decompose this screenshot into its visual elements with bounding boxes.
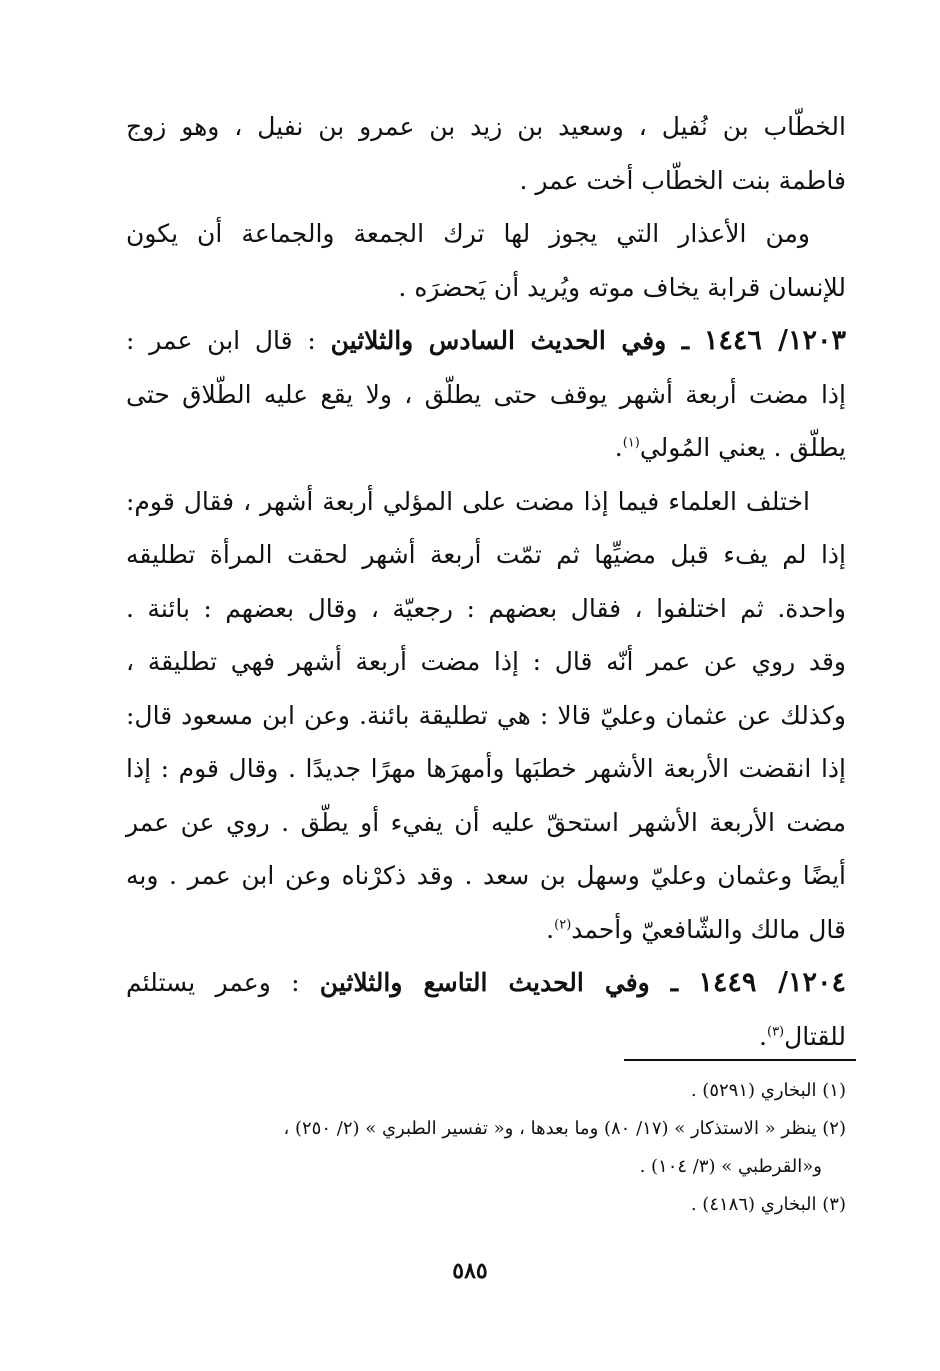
text-line (126, 421, 846, 475)
footnote-3: (٣) البخاري (٤١٨٦) . (690, 1194, 846, 1215)
text-line: ومن الأعذار التي يجوز لها ترك الجمعة والجماعة أن يكون (126, 219, 810, 248)
main-text (126, 100, 846, 1063)
text-fragment: . (759, 1021, 767, 1051)
text-line: الخطّاب بن نُفيل ، وسعيد بن زيد بن عمرو بن نفيل ، وهو زوج (126, 112, 846, 141)
footnotes (126, 1072, 846, 1224)
hadith-1203 (126, 314, 846, 475)
text-fragment: : وعمر يستلئم (126, 968, 300, 997)
paragraph-2 (126, 207, 846, 314)
text-fragment: للقتال (784, 1021, 846, 1051)
text-line: للإنسان قرابة يخاف موته ويُريد أن يَحضرَه . (398, 272, 846, 302)
hadith-heading-line (126, 314, 846, 368)
text-line (126, 903, 846, 957)
footnote-ref: (٣) (766, 1024, 785, 1040)
text-line (126, 1010, 846, 1064)
text-line: وقد روي عن عمر أنّه قال : إذا مضت أربعة أشهر فهي تطليقة ، (126, 647, 846, 676)
text-line: فاطمة بنت الخطّاب أخت عمر . (519, 165, 846, 195)
text-line: واحدة. ثم اختلفوا ، فقال بعضهم : رجعيّة ، وقال بعضهم : بائنة . (126, 593, 846, 623)
text-fragment: : قال ابن عمر : (126, 326, 316, 355)
footnote-1: (١) البخاري (٥٢٩١) . (690, 1080, 846, 1101)
hadith-title: ـ وفي الحديث التاسع والثلاثين (319, 968, 679, 997)
text-line: اختلف العلماء فيما إذا مضت على المؤلي أربعة أشهر ، فقال قوم: (126, 486, 810, 516)
text-line: إذا انقضت الأربعة الأشهر خطبَها وأمهرَها مهرًا جديدًا . وقال قوم : إذا (126, 754, 846, 783)
text-line: وكذلك عن عثمان وعليّ قالا : هي تطليقة بائنة. وعن ابن مسعود قال: (126, 700, 846, 730)
hadith-1204 (126, 956, 846, 1063)
footnote-ref: (١) (622, 435, 640, 451)
footnote-separator (624, 1059, 856, 1061)
hadith-number: ١٢٠٣/ ١٤٤٦ (703, 325, 847, 356)
hadith-number: ١٢٠٤/ ١٤٤٩ (698, 967, 847, 998)
footnote-2: (٢) ينظر « الاستذكار » (١٧/ ٨٠) وما بعدها ، و« تفسير الطبري » (٢/ ٢٥٠) ، (283, 1118, 846, 1139)
text-line: أيضًا وعثمان وعليّ وسهل بن سعد . وقد ذكرْناه وعن ابن عمر . وبه (126, 861, 846, 890)
hadith-title: ـ وفي الحديث السادس والثلاثين (330, 326, 690, 355)
text-line: مضت الأربعة الأشهر استحقّ عليه أن يفيء أو يطّق . روي عن عمر (126, 807, 846, 837)
text-fragment: يطلّق . يعني المُولي (639, 433, 846, 462)
paragraph-4 (126, 475, 846, 957)
text-line: إذا مضت أربعة أشهر يوقف حتى يطلّق ، ولا يقع عليه الطّلاق حتى (126, 379, 846, 409)
paragraph-1 (126, 100, 846, 207)
footnote-ref: (٢) (554, 917, 572, 933)
text-fragment: . (614, 433, 623, 462)
page-number: ٥٨٥ (452, 1258, 488, 1284)
hadith-heading-line (126, 956, 846, 1010)
text-fragment: قال مالك والشّافعيّ وأحمد (571, 914, 846, 944)
footnote-2-continued: و«القرطبي » (٣/ ١٠٤) . (639, 1156, 822, 1177)
text-line: إذا لم يفء قبل مضيِّها ثم تمّت أربعة أشهر لحقت المرأة تطليقه (126, 540, 846, 569)
text-fragment: . (546, 914, 555, 944)
